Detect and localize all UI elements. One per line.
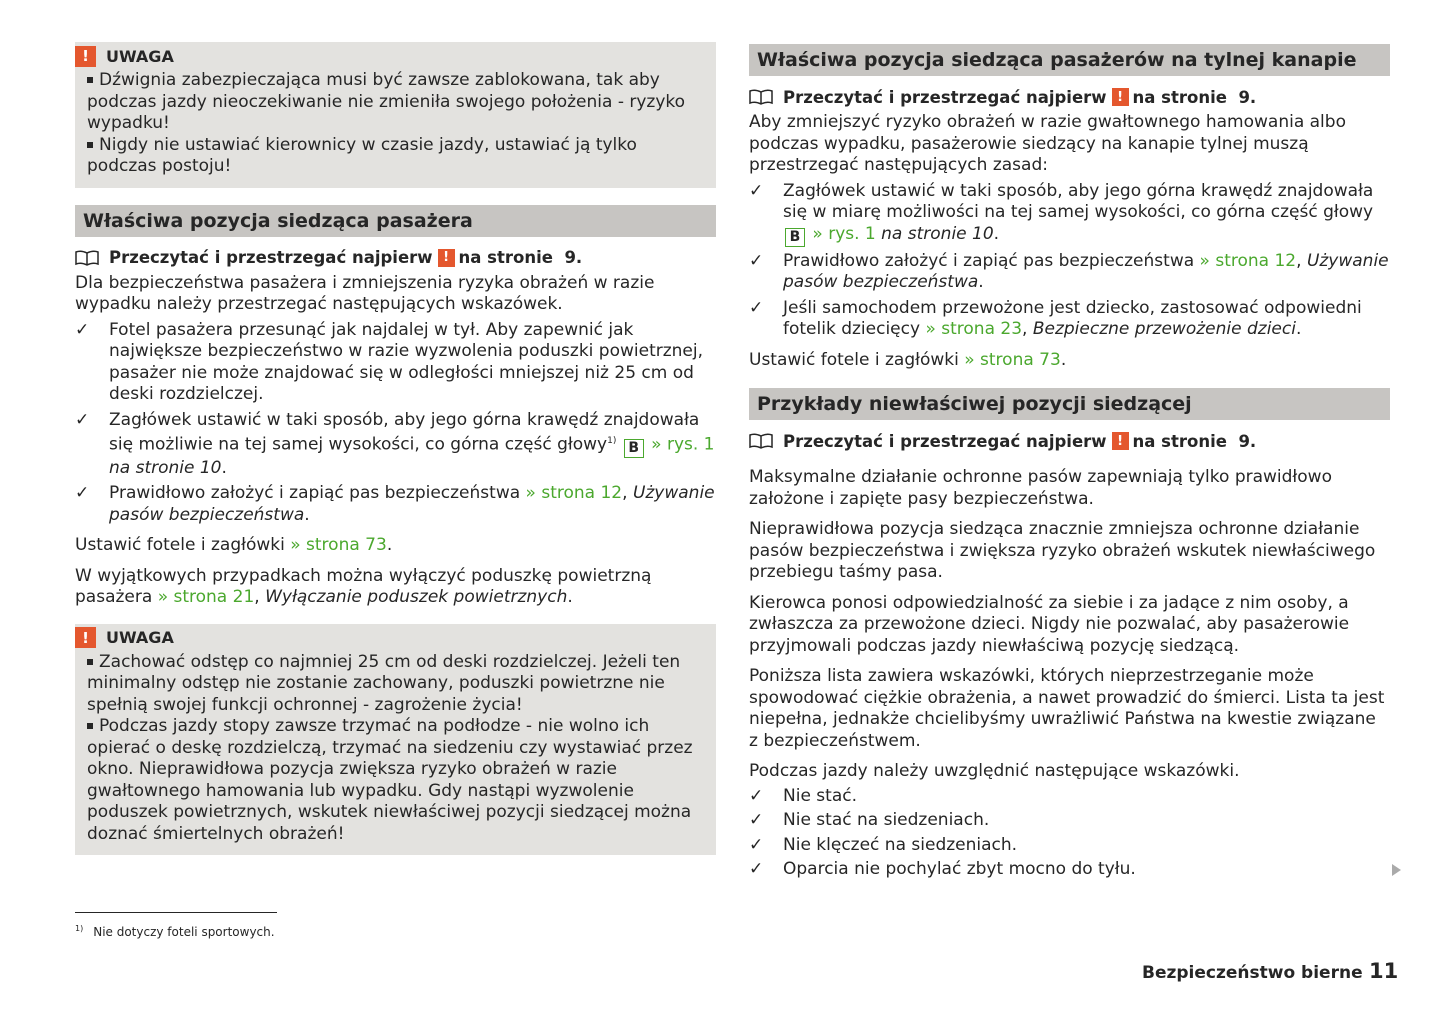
check-icon: ✓	[749, 785, 764, 806]
bullet-square-icon	[87, 659, 93, 665]
next-page-arrow-icon[interactable]	[1392, 864, 1401, 876]
page-link[interactable]: » strona 73	[964, 349, 1061, 370]
figure-label-b: B	[785, 228, 805, 247]
warning-item: Nigdy nie ustawiać kierownicy w czasie jazdy, ustawiać ją tylko podczas postoju!	[87, 134, 637, 176]
read-first-note: Przeczytać i przestrzegać najpierw ! na stronie 9.	[749, 430, 1390, 452]
warning-icon: !	[75, 627, 96, 648]
check-icon: ✓	[749, 250, 764, 271]
right-column	[749, 44, 1390, 881]
page-number: 11	[1369, 959, 1399, 983]
warning-item: Zachować odstęp co najmniej 25 cm od deski rozdzielczej. Jeżeli ten minimalny odstęp nie zostanie zachowany, poduszki powietrzne nie spełnią swojej funkcji ochronnej - zagrożenie życia!	[87, 651, 681, 715]
paragraph: Kierowca ponosi odpowiedzialność za siebie i za jadące z nim osoby, a zwłaszcza za przewożone dzieci. Nigdy nie pozwalać, aby pasażerowie przyjmowali podczas jazdy niewłaściwą pozycję siedzącą.	[749, 592, 1350, 656]
check-icon: ✓	[749, 834, 764, 855]
list-item: ✓ Nie klęczeć na siedzeniach.	[749, 834, 1018, 855]
read-first-note: Przeczytać i przestrzegać najpierw ! na stronie 9.	[75, 247, 716, 269]
warning-item: Podczas jazdy stopy zawsze trzymać na podłodze - nie wolno ich opierać o deskę rozdzielczą, trzymać na siedzeniu czy wystawiać przez okno. Nieprawidłowa pozycja zwiększa ryzyko obrażeń w razie gwałtownego hamowania lub wypadku. Gdy nastąpi wyzwolenie poduszek powietrznych, wskutek niewłaściwej pozycji siedzącej można doznać śmiertelnych obrażeń!	[87, 716, 693, 844]
check-icon: ✓	[749, 810, 764, 831]
list-item: ✓ Fotel pasażera przesunąć jak najdalej w tył. Aby zapewnić jak największe bezpieczeństwo w razie wyzwolenia poduszki powietrznej, pasażer nie może znajdować się w odległości mniejszej niż 25 cm od deski rozdzielczej.	[75, 319, 704, 404]
section-title: Przykłady niewłaściwej pozycji siedzącej	[749, 388, 1390, 420]
intro-text: Dla bezpieczeństwa pasażera i zmniejszenia ryzyka obrażeń w razie wypadku należy przestrzegać następujących wskazówek.	[75, 272, 655, 314]
list-item: ✓ Prawidłowo założyć i zapiąć pas bezpieczeństwa » strona 12, Używanie pasów bezpieczeństwa.	[75, 483, 715, 525]
book-icon	[749, 433, 773, 449]
page-link[interactable]: » strona 12	[525, 483, 623, 504]
page-link[interactable]: » strona 21	[157, 587, 255, 608]
warning-icon: !	[1112, 432, 1129, 450]
paragraph: Poniższa lista zawiera wskazówki, których nieprzestrzeganie może spowodować ciężkie obrażenia, a nawet prowadzić do śmierci. Lista ta jest niepełna, jednakże chcielibyśmy uwrażliwić Państwa na kwestie związane z bezpieczeństwem.	[749, 666, 1385, 751]
list-item: ✓ Zagłówek ustawić w taki sposób, aby jego górna krawędź znajdowała się możliwie na tej samej wysokości, co górna część głowy$^{1)}$ B » rys. 1 na stronie 10.	[75, 409, 715, 478]
warning-box-1	[75, 42, 716, 188]
list-item: ✓ Oparcia nie pochylać zbyt mocno do tyłu.	[749, 859, 1136, 880]
paragraph: Ustawić fotele i zagłówki » strona 73.	[749, 349, 1067, 370]
check-icon: ✓	[75, 409, 90, 430]
list-item: ✓ Prawidłowo założyć i zapiąć pas bezpieczeństwa » strona 12, Używanie pasów bezpieczeństwa.	[749, 250, 1389, 293]
footnote: $^{1)}$ Nie dotyczy foteli sportowych.	[75, 924, 275, 939]
footer-section-title: Bezpieczeństwo bierne	[1142, 963, 1363, 983]
warning-icon: !	[438, 249, 455, 267]
list-item: ✓ Nie stać.	[749, 785, 857, 806]
paragraph: Nieprawidłowa pozycja siedząca znacznie zmniejsza ochronne działanie pasów bezpieczeństwa i zwiększa ryzyko obrażeń wskutek niewłaściwego przebiegu taśmy pasa.	[749, 519, 1376, 583]
page-link[interactable]: » strona 12	[1199, 250, 1297, 271]
paragraph: W wyjątkowych przypadkach można wyłączyć poduszkę powietrzną pasażera » strona 21, Wyłączanie poduszek powietrznych.	[75, 565, 652, 608]
section-title: Właściwa pozycja siedząca pasażera	[75, 205, 716, 237]
book-icon	[75, 250, 99, 266]
warning-box-2	[75, 624, 716, 856]
bullet-square-icon	[87, 723, 93, 729]
list-item: ✓ Nie stać na siedzeniach.	[749, 810, 990, 831]
check-icon: ✓	[75, 483, 90, 504]
warning-icon: !	[1112, 88, 1129, 106]
warning-icon: !	[75, 46, 96, 67]
check-icon: ✓	[749, 297, 764, 318]
bullet-square-icon	[87, 77, 93, 83]
read-first-note: Przeczytać i przestrzegać najpierw ! na stronie 9.	[749, 86, 1390, 108]
check-icon: ✓	[749, 180, 764, 201]
check-icon: ✓	[75, 319, 90, 340]
paragraph: Podczas jazdy należy uwzględnić następujące wskazówki.	[749, 761, 1240, 782]
paragraph: Ustawić fotele i zagłówki » strona 73.	[75, 535, 393, 556]
list-item: ✓ Jeśli samochodem przewożone jest dziecko, zastosować odpowiedni fotelik dziecięcy » strona 23, Bezpieczne przewożenie dzieci.	[749, 297, 1362, 340]
footnote-divider	[75, 912, 277, 913]
figure-label-b: B	[624, 439, 644, 458]
page-link[interactable]: » strona 23	[925, 319, 1023, 340]
figure-link[interactable]: » rys. 1	[651, 434, 715, 455]
warning-item: Dźwignia zabezpieczająca musi być zawsze zablokowana, tak aby podczas jazdy nieoczekiwanie nie zmieniła swojego położenia - ryzyko wypadku!	[87, 70, 686, 133]
section-title: Właściwa pozycja siedząca pasażerów na tylnej kanapie	[749, 44, 1390, 76]
check-icon: ✓	[749, 859, 764, 880]
page-link[interactable]: » strona 73	[290, 535, 387, 556]
paragraph: Maksymalne działanie ochronne pasów zapewniają tylko prawidłowo założone i zapięte pasy bezpieczeństwa.	[749, 467, 1332, 509]
figure-link[interactable]: » rys. 1	[812, 223, 876, 244]
warning-title: UWAGA	[106, 46, 174, 66]
intro-text: Aby zmniejszyć ryzyko obrażeń w razie gwałtownego hamowania albo podczas wypadku, pasażerowie siedzący na kanapie tylnej muszą przestrzegać następujących zasad:	[749, 112, 1346, 175]
list-item: ✓ Zagłówek ustawić w taki sposób, aby jego górna krawędź znajdowała się w miarę możliwości na tej samej wysokości, co górna część głowy B » rys. 1 na stronie 10.	[749, 181, 1390, 247]
warning-title: UWAGA	[106, 628, 174, 648]
book-icon	[749, 89, 773, 105]
bullet-square-icon	[87, 142, 93, 148]
left-column	[75, 42, 716, 855]
